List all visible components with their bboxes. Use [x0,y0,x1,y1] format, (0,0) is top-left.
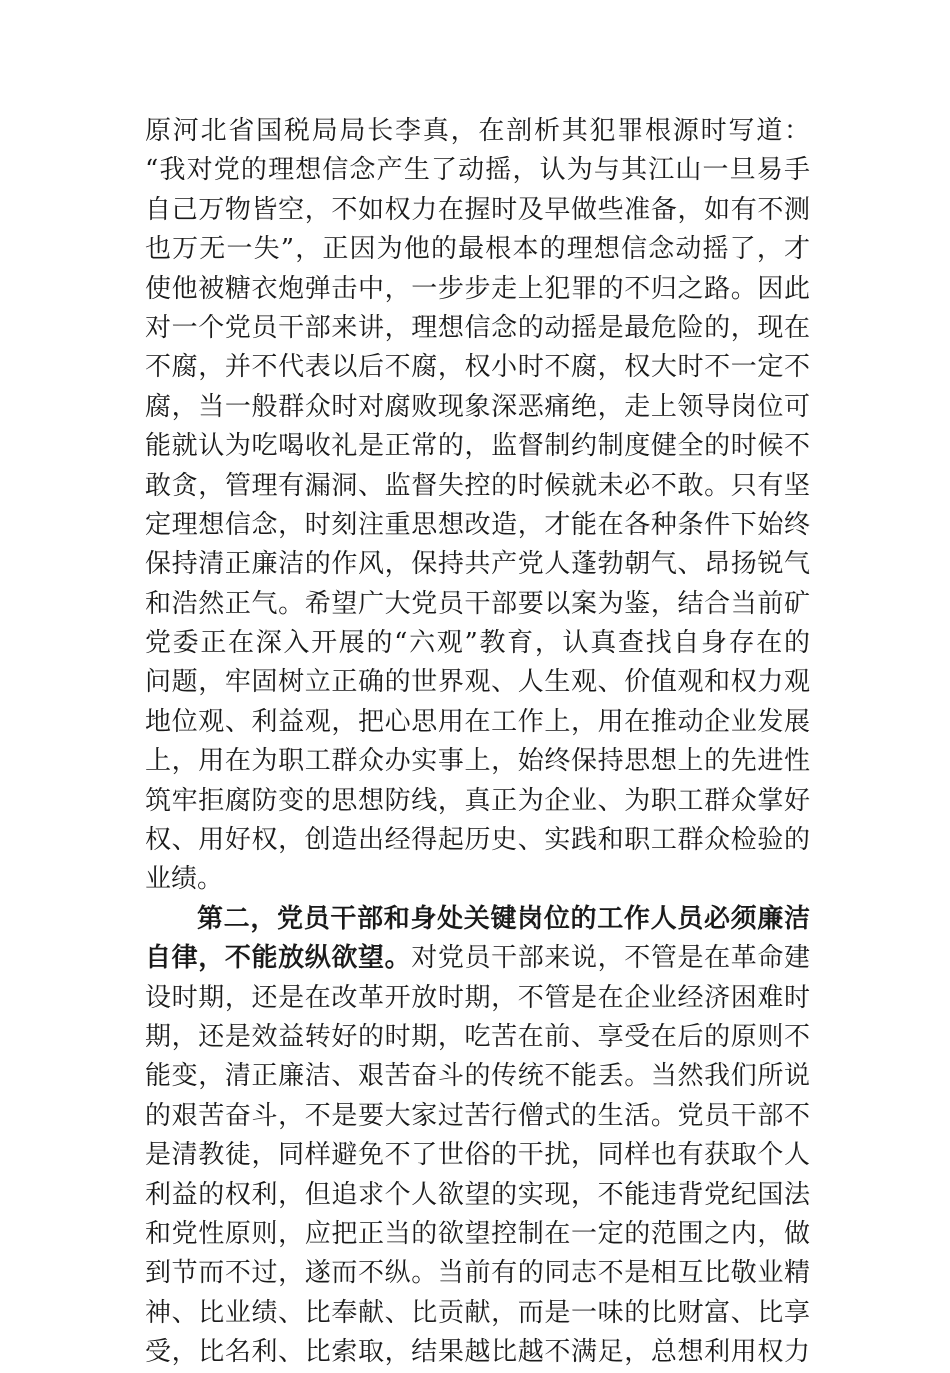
text-line: 问题，牢固树立正确的世界观、人生观、价值观和权力观 [145,667,810,698]
text-line: 到节而不过，遂而不纵。当前有的同志不是相互比敬业精 [145,1258,810,1289]
text-line: 能就认为吃喝收礼是正常的，监督制约制度健全的时候不 [145,431,810,462]
text-line: 自己万物皆空，不如权力在握时及早做些准备，如有不测 [145,194,810,225]
text-line: 不腐，并不代表以后不腐，权小时不腐，权大时不一定不 [145,352,810,383]
paragraph-1 [145,112,810,900]
text-line: 和浩然正气。希望广大党员干部要以案为鉴，结合当前矿 [145,588,810,619]
text-line: 敢贪，管理有漏洞、监督失控的时候就未必不敢。只有坚 [145,470,810,501]
text-line [145,939,810,978]
text-line: 地位观、利益观，把心思用在工作上，用在推动企业发展 [145,706,810,737]
text-line: 神、比业绩、比奉献、比贡献，而是一味的比财富、比享 [145,1297,810,1328]
text-line: 设时期，还是在改革开放时期，不管是在企业经济困难时 [145,982,810,1013]
text-line: 党委正在深入开展的“六观”教育，认真查找自身存在的 [145,628,810,659]
paragraph-2 [145,900,810,1373]
text-line: 期，还是效益转好的时期，吃苦在前、享受在后的原则不 [145,1021,810,1052]
text-line: 是清教徒，同样避免不了世俗的干扰，同样也有获取个人 [145,1140,810,1171]
text-line: 对一个党员干部来讲，理想信念的动摇是最危险的，现在 [145,312,810,343]
paragraph-2-text: 对党员干部来说，不管是在革命建 [411,943,810,974]
text-line: 原河北省国税局局长李真，在剖析其犯罪根源时写道： [145,116,810,146]
text-line: “我对党的理想信念产生了动摇，认为与其江山一旦易手 [145,155,810,186]
text-line: 保持清正廉洁的作风，保持共产党人蓬勃朝气、昂扬锐气 [145,549,810,580]
text-line: 上，用在为职工群众办实事上，始终保持思想上的先进性 [145,746,810,777]
text-line: 受，比名利、比索取，结果越比越不满足，总想利用权力 [145,1337,810,1368]
text-line: 权、用好权，创造出经得起历史、实践和职工群众检验的 [145,825,810,856]
text-line: 业绩。 [145,864,224,895]
text-line: 能变，清正廉洁、艰苦奋斗的传统不能丢。当然我们所说 [145,1061,810,1092]
text-line: 使他被糖衣炮弹击中，一步步走上犯罪的不归之路。因此 [145,273,810,304]
text-line: 的艰苦奋斗，不是要大家过苦行僧式的生活。党员干部不 [145,1100,810,1131]
paragraph-2-heading: 第二，党员干部和身处关键岗位的工作人员必须廉洁 [197,903,810,934]
text-line: 定理想信念，时刻注重思想改造，才能在各种条件下始终 [145,509,810,540]
text-line: 利益的权利，但追求个人欲望的实现，不能违背党纪国法 [145,1179,810,1210]
text-line: 和党性原则，应把正当的欲望控制在一定的范围之内，做 [145,1218,810,1249]
text-line: 也万无一失”，正因为他的最根本的理想信念动摇了，才 [145,234,810,265]
text-line: 筑牢拒腐防变的思想防线，真正为企业、为职工群众掌好 [145,785,810,816]
body-text [145,112,810,1373]
text-line: 腐，当一般群众时对腐败现象深恶痛绝，走上领导岗位可 [145,391,810,422]
paragraph-2-heading-end: 自律，不能放纵欲望。 [145,943,412,974]
